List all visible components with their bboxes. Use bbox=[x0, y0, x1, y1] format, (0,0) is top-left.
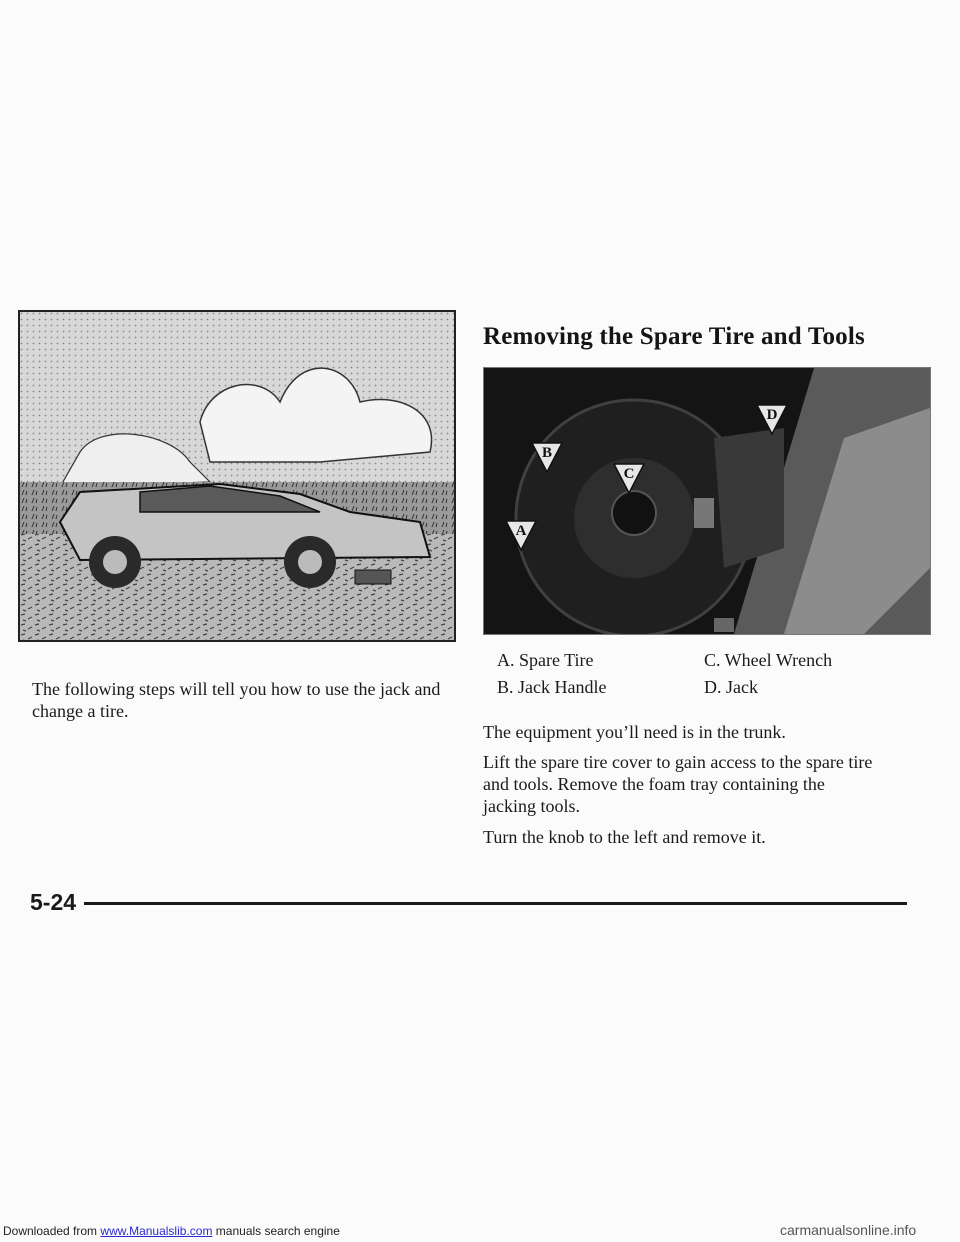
callout-a-label: A bbox=[515, 523, 527, 539]
paragraph-lift-cover: Lift the spare tire cover to gain access to the spare tire and tools. Remove the foam tray containing the jacking tools. bbox=[483, 752, 873, 816]
jack-area bbox=[714, 428, 784, 568]
legend-item-a: A. Spare Tire bbox=[497, 650, 594, 670]
trunk-photo-svg bbox=[484, 368, 930, 634]
knob bbox=[612, 491, 656, 535]
watermark: carmanualsonline.info bbox=[780, 1222, 917, 1238]
page-number: 5-24 bbox=[30, 889, 77, 915]
car-illustration-svg bbox=[20, 312, 454, 640]
intro-text: The following steps will tell you how to use the jack and change a tire. bbox=[32, 679, 441, 721]
section-heading: Removing the Spare Tire and Tools bbox=[483, 323, 865, 350]
jack-on-ground bbox=[355, 570, 391, 584]
legend-item-d: D. Jack bbox=[704, 677, 758, 697]
legend-item-c: C. Wheel Wrench bbox=[704, 650, 833, 670]
footer-rule bbox=[84, 902, 907, 905]
paragraph-turn-knob: Turn the knob to the left and remove it. bbox=[483, 827, 766, 847]
paragraph-equipment: The equipment you’ll need is in the trunk. bbox=[483, 722, 786, 742]
callout-b-label: B bbox=[541, 445, 553, 461]
callout-d-label: D bbox=[766, 407, 778, 423]
legend-item-b: B. Jack Handle bbox=[497, 677, 607, 697]
trunk-photo bbox=[483, 367, 931, 635]
car-flat-tire-illustration bbox=[18, 310, 456, 642]
manualslib-link[interactable]: www.Manualslib.com bbox=[100, 1224, 213, 1238]
footer-prefix: Downloaded from bbox=[3, 1224, 98, 1238]
footer-suffix: manuals search engine bbox=[215, 1224, 340, 1238]
download-footer bbox=[3, 1224, 340, 1238]
callout-c-label: C bbox=[623, 466, 635, 482]
